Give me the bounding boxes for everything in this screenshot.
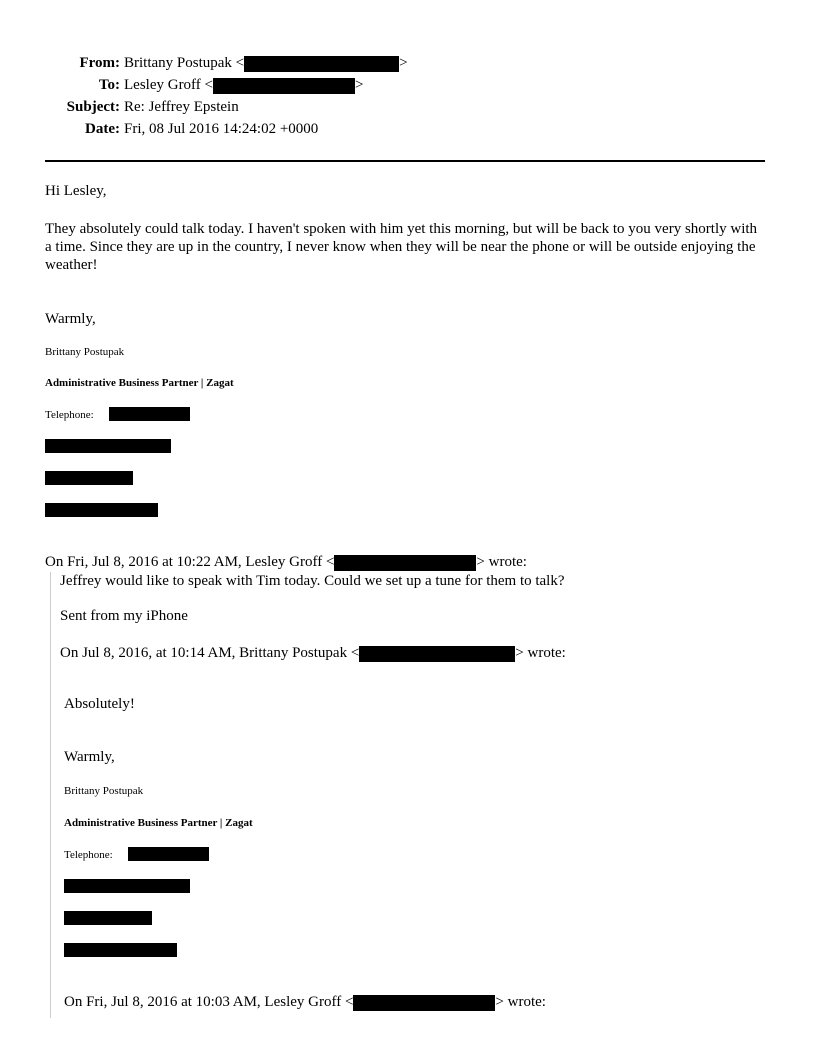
quote1-sent-from: Sent from my iPhone <box>60 608 188 624</box>
subject-value: Re: Jeffrey Epstein <box>124 99 239 115</box>
redacted-quote2-signature-line-2 <box>64 911 152 925</box>
redacted-signature-line-1 <box>45 439 171 453</box>
signature-phone-label: Telephone: <box>45 409 94 421</box>
quote1-message: Jeffrey would like to speak with Tim today. Could we set up a tune for them to talk? <box>60 573 565 589</box>
quote2-message: Absolutely! <box>64 696 135 712</box>
greeting: Hi Lesley, <box>45 183 107 199</box>
from-value <box>124 54 408 72</box>
from-close: > <box>399 55 408 71</box>
quote3-intro <box>64 993 546 1011</box>
quote2-closing: Warmly, <box>64 749 115 765</box>
quote2-intro-suffix: > wrote: <box>515 645 566 661</box>
to-name: Lesley Groff < <box>124 77 213 93</box>
redacted-quote2-signature-line-3 <box>64 943 177 957</box>
quote2-intro <box>60 644 566 662</box>
quote2-signature-title: Administrative Business Partner | Zagat <box>64 817 253 829</box>
redacted-quote2-phone <box>128 847 209 861</box>
redacted-quote3-email <box>353 995 495 1011</box>
redacted-signature-line-3 <box>45 503 158 517</box>
redacted-quote2-signature-line-1 <box>64 879 190 893</box>
quote3-intro-suffix: > wrote: <box>495 994 546 1010</box>
quote3-intro-prefix: On Fri, Jul 8, 2016 at 10:03 AM, Lesley Groff < <box>64 994 354 1010</box>
redacted-phone <box>109 407 190 421</box>
to-close: > <box>355 77 364 93</box>
to-value <box>124 76 363 94</box>
redacted-quote2-email <box>359 646 515 662</box>
header-divider <box>45 160 765 162</box>
quote2-signature-phone-label: Telephone: <box>64 849 113 861</box>
header-subject-row <box>0 98 816 116</box>
to-label: To: <box>98 77 120 93</box>
quote1-intro-suffix: > wrote: <box>476 554 527 570</box>
subject-label: Subject: <box>66 99 120 115</box>
date-label: Date: <box>85 121 120 137</box>
header-from-row <box>0 54 816 72</box>
quote2-signature-name: Brittany Postupak <box>64 785 144 797</box>
signature-name: Brittany Postupak <box>45 346 125 358</box>
signature-title: Administrative Business Partner | Zagat <box>45 377 234 389</box>
body-paragraph: They absolutely could talk today. I haven't spoken with him yet this morning, but will be back to you very shortly with a time. Since they are up in the country, I never know when they will be near the phone or will be outside enjoying the weather! <box>45 221 758 273</box>
quote1-intro-prefix: On Fri, Jul 8, 2016 at 10:22 AM, Lesley Groff < <box>45 554 335 570</box>
from-name: Brittany Postupak < <box>124 55 245 71</box>
header-to-row <box>0 76 816 94</box>
quote-bar <box>50 572 51 1018</box>
redacted-signature-line-2 <box>45 471 133 485</box>
redacted-to-email <box>213 78 355 94</box>
redacted-quote1-email <box>334 555 476 571</box>
header-date-row <box>0 120 816 138</box>
closing: Warmly, <box>45 311 96 327</box>
date-value: Fri, 08 Jul 2016 14:24:02 +0000 <box>124 121 319 137</box>
redacted-from-email <box>244 56 399 72</box>
quote1-intro <box>45 553 527 571</box>
quote2-intro-prefix: On Jul 8, 2016, at 10:14 AM, Brittany Postupak < <box>60 645 360 661</box>
from-label: From: <box>79 55 120 71</box>
